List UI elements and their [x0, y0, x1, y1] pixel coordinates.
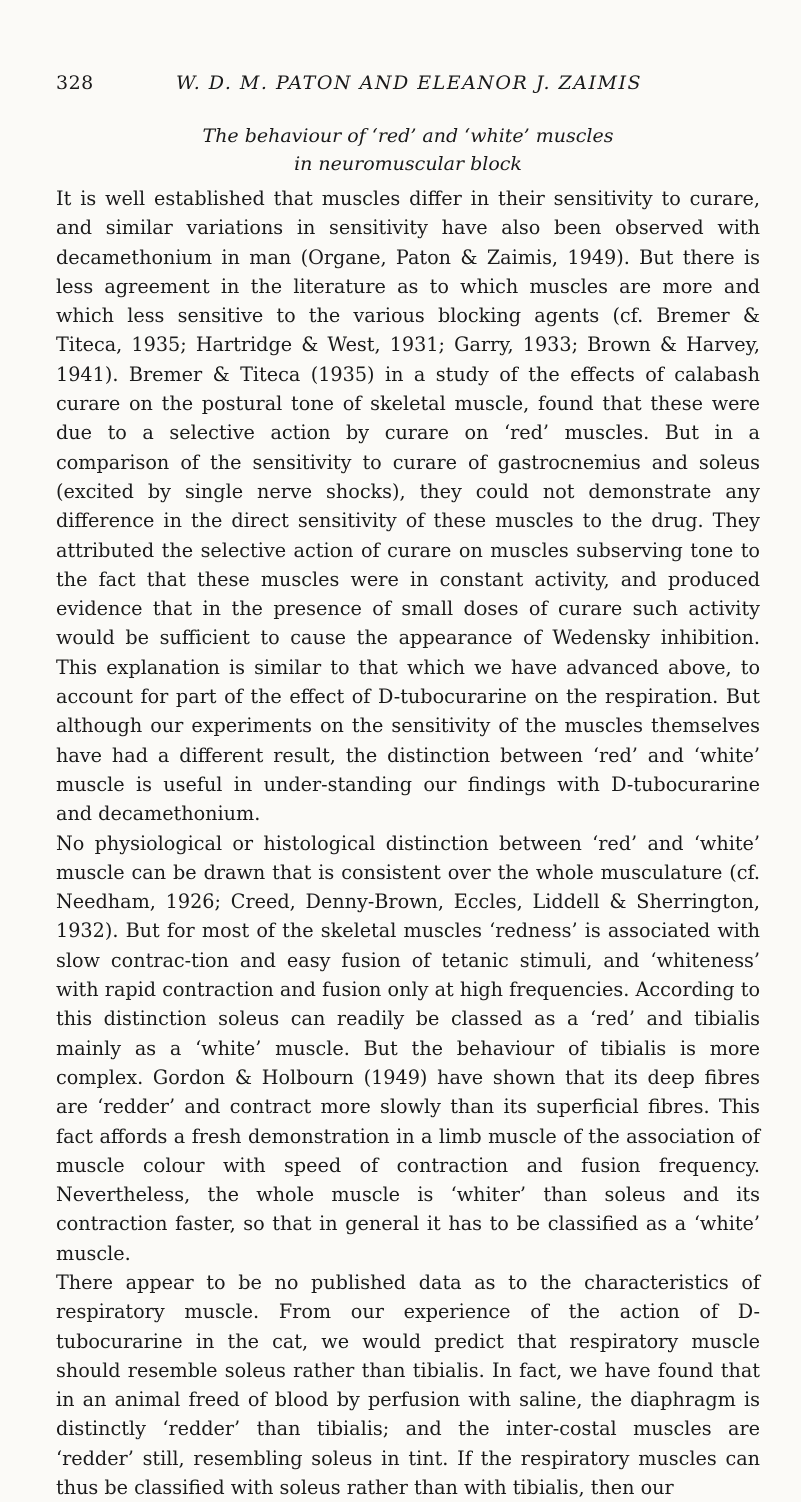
running-head — [56, 72, 760, 102]
body-text — [56, 184, 760, 1502]
paragraph-1: It is well established that muscles differ in their sensitivity to curare, and similar variations in sensitivity have also been observed with decamethonium in man (Organe, Paton & Zaimis, 1949). But there is less agreement in the literature as to which muscles are more and which less sensitive to the various blocking agents (cf. Bremer & Titeca, 1935; Hartridge & West, 1931; Garry, 1933; Brown & Harvey, 1941). Bremer & Titeca (1935) in a study of the effects of calabash curare on the postural tone of skeletal muscle, found that these were due to a selective action by curare on ‘red’ muscles. But in a comparison of the sensitivity to curare of gastrocnemius and soleus (excited by single nerve shocks), they could not demonstrate any difference in the direct sensitivity of these muscles to the drug. They attributed the selective action of curare on muscles subserving tone to the fact that these muscles were in constant activity, and produced evidence that in the presence of small doses of curare such activity would be sufficient to cause the appearance of Wedensky inhibition. This explanation is similar to that which we have advanced above, to account for part of the effect of D-tubocurarine on the respiration. But although our experiments on the sensitivity of the muscles themselves have had a different result, the distinction between ‘red’ and ‘white’ muscle is useful in under-standing our findings with D-tubocurarine and decamethonium. — [56, 187, 760, 826]
running-title: W. D. M. PATON AND ELEANOR J. ZAIMIS — [176, 72, 642, 94]
section-heading — [56, 122, 760, 178]
page-number: 328 — [56, 72, 94, 94]
section-heading-line-2: in neuromuscular block — [294, 153, 522, 175]
paragraph-2: No physiological or histological distinction between ‘red’ and ‘white’ muscle can be drawn that is consistent over the whole musculature (cf. Needham, 1926; Creed, Denny-Brown, Eccles, Liddell & Sherrington, 1932). But for most of the skeletal muscles ‘redness’ is associated with slow contrac-tion and easy fusion of tetanic stimuli, and ‘whiteness’ with rapid contraction and fusion only at high frequencies. According to this distinction soleus can readily be classed as a ‘red’ and tibialis mainly as a ‘white’ muscle. But the behaviour of tibialis is more complex. Gordon & Holbourn (1949) have shown that its deep fibres are ‘redder’ and contract more slowly than its superficial fibres. This fact affords a fresh demonstration in a limb muscle of the association of muscle colour with speed of contraction and fusion frequency. Nevertheless, the whole muscle is ‘whiter’ than soleus and its contraction faster, so that in general it has to be classified as a ‘white’ muscle. — [56, 831, 760, 1265]
section-heading-line-1: The behaviour of ‘red’ and ‘white’ muscles — [202, 125, 614, 147]
paragraph-3: There appear to be no published data as to the characteristics of respiratory muscle. From our experience of the action of D-tubocurarine in the cat, we would predict that respiratory muscle should resemble soleus rather than tibialis. In fact, we have found that in an animal freed of blood by perfusion with saline, the diaphragm is distinctly ‘redder’ than tibialis; and the inter-costal muscles are ‘redder’ still, resembling soleus in tint. If the respiratory muscles can thus be classified with soleus rather than with tibialis, then our — [56, 1270, 760, 1500]
